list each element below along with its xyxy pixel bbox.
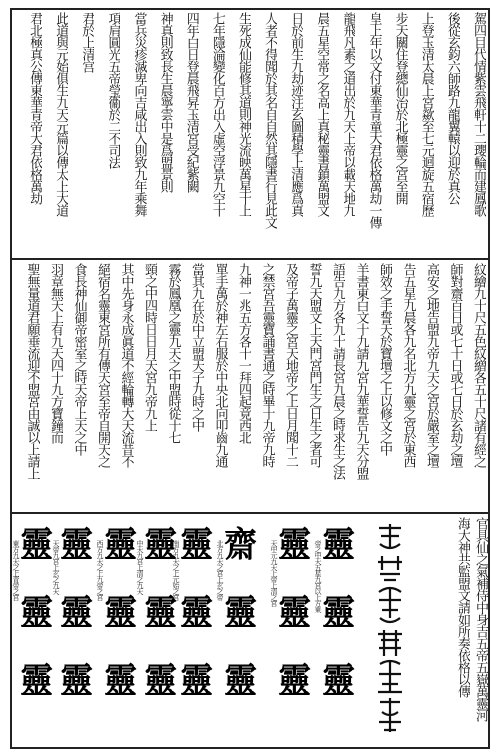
text-column: 及帝子萬靈之宮天地帝之上日月聞十二 [283, 263, 298, 467]
seal-annotation: 南方九天之上元始之宮 [172, 540, 180, 600]
text-column: 神真則致長生晨寧雲中是爲盟景則 [157, 12, 173, 192]
text-column: 龍飛凡素之道出於九天上帝以載天地九 [340, 12, 356, 216]
seal-annotation: 天中元九天上帝上清之宮 [270, 540, 278, 606]
seal-glyph: 靈 [20, 524, 53, 565]
seal-annotation: 西方九天之上九帝之宮 [96, 540, 104, 600]
seal-glyph: 靈 [104, 592, 137, 633]
text-column: 其中先身永成眞道不經輪轉大天流昔不 [118, 263, 134, 467]
text-column: 食長神仙御帝密室之時天帝上天之中 [71, 263, 87, 455]
invocation-column: 海大神共監盟文請如所奏依格以傳 [455, 517, 470, 697]
text-column: 日於前生九劫迹注玄圖積學上清應爲真 [288, 12, 304, 216]
text-column: 九神一兆五方各十一拜四起竟西北 [236, 263, 251, 443]
text-column: 當其九在於中立盟天子九時之中 [189, 263, 204, 431]
text-column: 高安之地告盟九帝九天之宮於嚴室之壇 [424, 263, 439, 467]
text-column: 七年隱淪變化百方出入虛空浮景九空十 [209, 12, 225, 216]
text-column: 皇上年以文付東華青童大君依格萬劫一傳 [366, 12, 382, 228]
seal-annotation: 東方九天之上青帝之宮 [12, 540, 20, 600]
seal-glyph: 靈 [224, 660, 257, 701]
text-column: 上登玉清太晨上宮歘至七元迴旋五宿歷 [418, 12, 434, 216]
text-column: 晨五星空常之名高上真秘靈書鎮萬盟文 [314, 12, 330, 216]
seal-annotation: 帝之中天五星九宮以上方東 [314, 540, 322, 612]
text-column: 絕宿名靈東宮所有傳天宮至帝自開天之 [95, 263, 110, 467]
seal-glyph: 靈 [278, 524, 311, 565]
seal-annotation: 天帝九宮上玄之九天 [52, 540, 60, 594]
invocation-column: 官具仙之氣補侍中身吉五帝五嶽萬靈河 [473, 517, 488, 721]
seal-glyph: 靈 [180, 524, 213, 565]
text-column: 此道與元始俱生九天元篇以傳太上大道 [53, 12, 69, 216]
seal-glyph: 齋 [224, 524, 257, 565]
text-column: 當兵災疹滅卑向吉咸出入則致九年乘舞 [131, 12, 147, 216]
text-column: 單手萬於神左右服於中央北向叩齒九通 [212, 263, 228, 467]
seal-glyph: 靈 [144, 660, 177, 701]
text-column: 駕四目代情紫雲飛軒十二瓔輪而建鳳歌 [470, 12, 486, 216]
seal-glyph: 靈 [104, 524, 137, 565]
text-column: 聖無量道君願垂流迎不盟宮由誠以上請上 [24, 263, 40, 479]
text-column: 霧於鳳凰之靈九天之中盟時從十七 [165, 263, 181, 443]
text-column: 生死成仙能修其道則神光流映萬星十上 [235, 12, 251, 216]
seal-glyph: 靈 [60, 660, 93, 701]
text-column: 紋繪九十尺五色紋繒各五十尺諸有經之 [471, 263, 486, 467]
seal-glyph: 靈 [224, 592, 257, 633]
seal-glyph: 靈 [180, 592, 213, 633]
seal-annotation: 中天九宮上清之九天 [136, 540, 144, 594]
seal-glyph: 靈 [20, 660, 53, 701]
seal-glyph: 靈 [60, 524, 93, 565]
text-column: 君北極真公傳東華青帝大君依格萬劫 [27, 12, 43, 204]
text-column: 項肩圓光五帝瑩衞於二不司法 [105, 12, 121, 168]
text-column: 告五星九晨各九名北方九靈之宮於東西 [400, 263, 416, 467]
section-divider-top [10, 258, 490, 260]
text-column: 之禁宮吾靈寶誦書通之時畢十九帝九時 [259, 263, 275, 467]
text-column: 頸之中四時日日月天宮九帝九上 [142, 263, 157, 431]
text-column: 語告九方各九十請長宮九晨之時求生之法 [330, 263, 345, 479]
text-column: 羽章無天上有九天四十九方寶鐘而 [48, 263, 63, 443]
seal-annotation: 北方九天之宮上玄之帝 [216, 540, 224, 600]
seal-glyph: 靈 [322, 660, 355, 701]
text-column: 人者不得聞於其名自自然其隱書行見此文 [262, 12, 278, 228]
seal-glyph: 靈 [60, 592, 93, 633]
seal-glyph: 靈 [144, 524, 177, 565]
seal-glyph: 靈 [104, 660, 137, 701]
seal-glyph: 靈 [180, 660, 213, 701]
seal-glyph: 靈 [278, 592, 311, 633]
seal-glyph: 靈 [322, 524, 355, 565]
seal-glyph: 靈 [278, 660, 311, 701]
text-column: 步天關住登總仙治於北極靈之宮至開 [392, 12, 408, 204]
text-column: 君於上清宫 [79, 12, 95, 72]
seal-glyph: 靈 [322, 592, 355, 633]
text-column: 四年白日登晨飛昇玉清宮受紀紫闕 [183, 12, 199, 192]
text-column: 後從玄鈞六師路九龍翼轅以迎於真公 [444, 12, 460, 204]
text-column: 羊書東白文十九請九宮九華誓告九天分盟 [353, 263, 369, 479]
seal-glyph: 靈 [144, 592, 177, 633]
text-column: 師對齋百日或七十日或七日於玄劫之壇 [447, 263, 463, 467]
talisman-icon [376, 522, 404, 737]
text-column: 誓九天盟文上天門宮門生之日生之者可 [306, 263, 322, 467]
seal-glyph: 靈 [20, 592, 53, 633]
section-divider-bottom [10, 512, 490, 514]
text-column: 師效之手誓天於寶壇之上以修文之中 [377, 263, 392, 455]
